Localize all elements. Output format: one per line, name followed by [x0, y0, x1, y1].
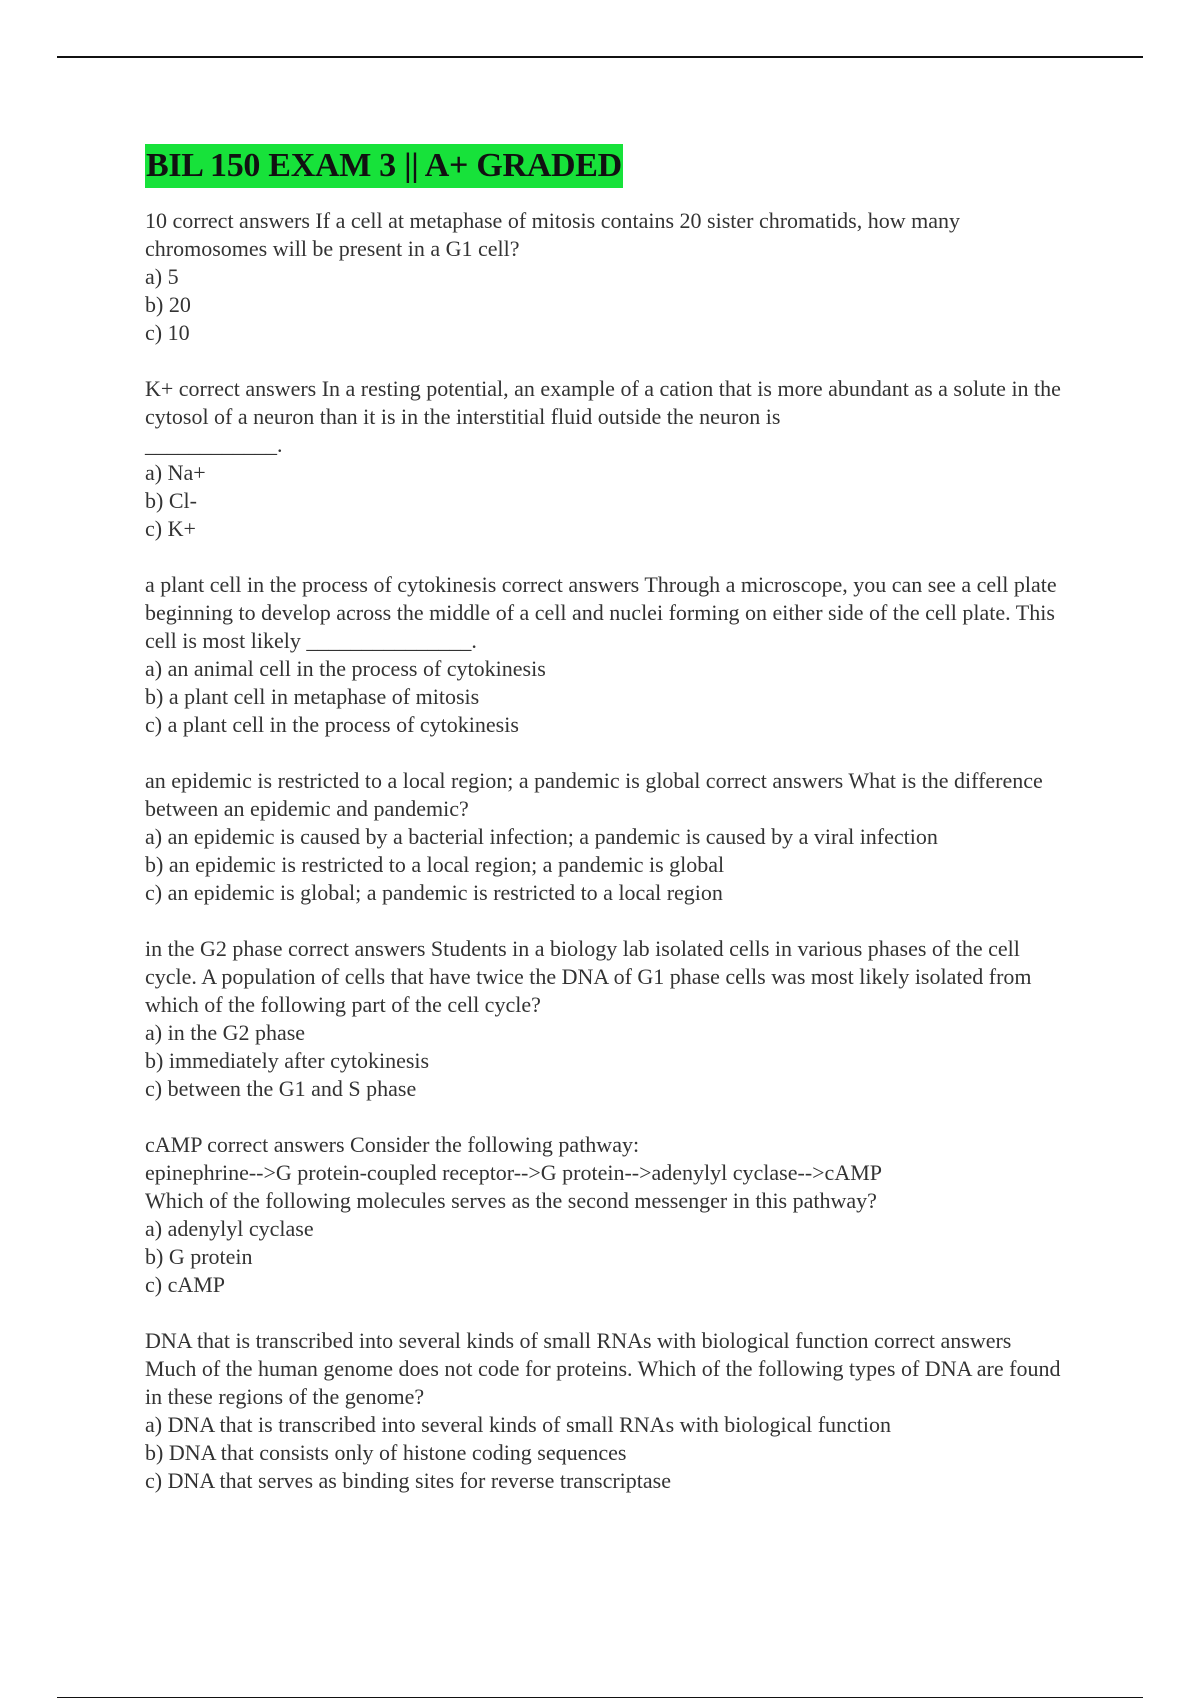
answer-option: a) an epidemic is caused by a bacterial infection; a pandemic is caused by a viral infection	[145, 824, 938, 849]
answer-option: b) DNA that consists only of histone coding sequences	[145, 1440, 627, 1465]
answer-option: c) an epidemic is global; a pandemic is restricted to a local region	[145, 880, 723, 905]
question-text: 10 correct answers If a cell at metaphase of mitosis contains 20 sister chromatids, how many chromosomes will be present in a G1 cell?	[145, 208, 960, 261]
question-block-2	[145, 375, 1065, 543]
question-text: a plant cell in the process of cytokinesis correct answers Through a microscope, you can see a cell plate beginning to develop across the middle of a cell and nuclei forming on either side of the cell plate. This cell is most likely _______________.	[145, 572, 1057, 653]
answer-option: a) adenylyl cyclase	[145, 1216, 314, 1241]
question-prompt: Which of the following molecules serves as the second messenger in this pathway?	[145, 1188, 877, 1213]
answer-option: b) an epidemic is restricted to a local region; a pandemic is global	[145, 852, 725, 877]
answer-option: c) 10	[145, 320, 190, 345]
answer-option: c) a plant cell in the process of cytokinesis	[145, 712, 519, 737]
question-blank: ____________.	[145, 432, 283, 457]
question-block-5	[145, 935, 1065, 1103]
answer-option: c) cAMP	[145, 1272, 226, 1297]
answer-option: b) Cl-	[145, 488, 197, 513]
question-block-6	[145, 1131, 1065, 1299]
answer-option: b) 20	[145, 292, 191, 317]
answer-option: c) K+	[145, 516, 196, 541]
question-text: in the G2 phase correct answers Students in a biology lab isolated cells in various phases of the cell cycle. A population of cells that have twice the DNA of G1 phase cells was most likely isolated from which of the following part of the cell cycle?	[145, 936, 1032, 1017]
question-pathway: epinephrine-->G protein-coupled receptor-->G protein-->adenylyl cyclase-->cAMP	[145, 1160, 883, 1185]
question-block-1	[145, 207, 1065, 347]
answer-option: b) a plant cell in metaphase of mitosis	[145, 684, 480, 709]
answer-option: a) 5	[145, 264, 179, 289]
question-text: an epidemic is restricted to a local region; a pandemic is global correct answers What is the difference between an epidemic and pandemic?	[145, 768, 1043, 821]
answer-option: b) G protein	[145, 1244, 253, 1269]
question-text: cAMP correct answers Consider the following pathway:	[145, 1132, 640, 1157]
answer-option: a) Na+	[145, 460, 206, 485]
question-block-3	[145, 571, 1065, 739]
question-text: K+ correct answers In a resting potential, an example of a cation that is more abundant as a solute in the cytosol of a neuron than it is in the interstitial fluid outside the neuron is	[145, 376, 1061, 429]
answer-option: a) DNA that is transcribed into several kinds of small RNAs with biological function	[145, 1412, 892, 1437]
answer-option: b) immediately after cytokinesis	[145, 1048, 430, 1073]
answer-option: c) DNA that serves as binding sites for reverse transcriptase	[145, 1468, 672, 1493]
bottom-rule	[57, 1697, 1143, 1698]
question-text: DNA that is transcribed into several kinds of small RNAs with biological function correct answers Much of the human genome does not code for proteins. Which of the following types of DNA are found in these regions of the genome?	[145, 1328, 1061, 1409]
answer-option: c) between the G1 and S phase	[145, 1076, 417, 1101]
top-rule	[57, 56, 1143, 58]
question-block-7	[145, 1327, 1065, 1495]
question-block-4	[145, 767, 1065, 907]
document-title: BIL 150 EXAM 3 || A+ GRADED	[145, 144, 623, 188]
answer-option: a) an animal cell in the process of cytokinesis	[145, 656, 546, 681]
document-body	[145, 144, 1065, 1495]
answer-option: a) in the G2 phase	[145, 1020, 306, 1045]
